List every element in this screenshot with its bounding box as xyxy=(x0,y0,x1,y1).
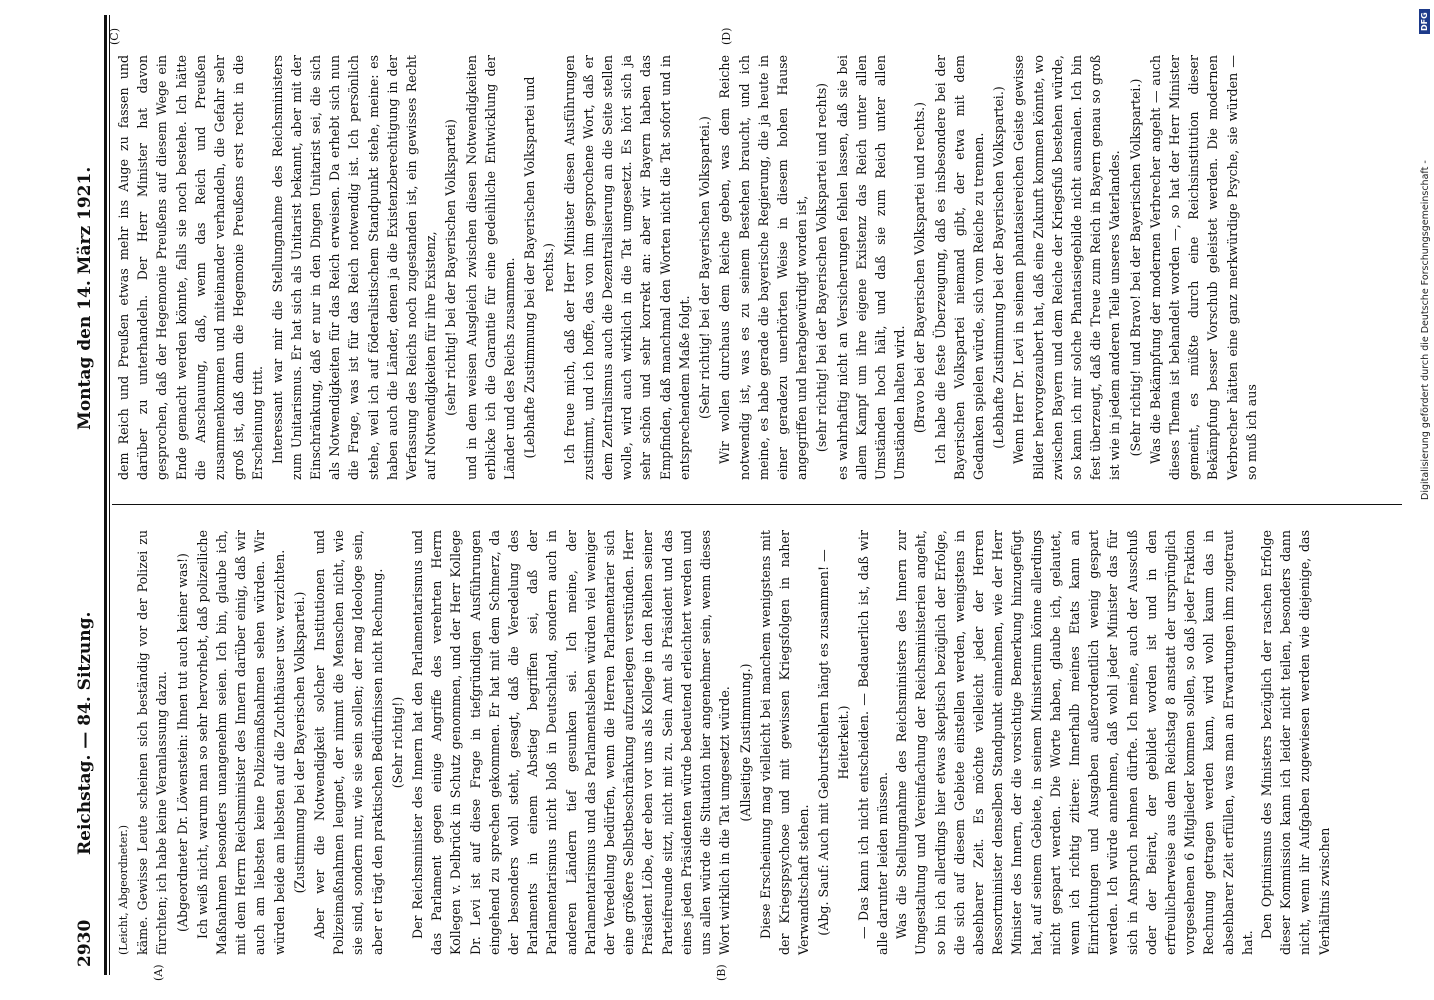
margin-mark-a: (A) xyxy=(152,964,165,981)
paragraph: Der Reichsminister des Innern hat den Parlamentarismus und das Parlament gegen einige Angriffe des verehrten Herrn Kollegen v. Delbrück in Schutz genommen, und der Herr Kollege Dr. Levi ist auf diese Frage in tiefgründigen Ausführungen eingehend zu sprechen gekommen. Er hat mit dem Schmerz, da der besonders wohl steht, gesagt, daß die Veredelung des Parlaments in einem Abstieg begriffen sei, daß der Parlamentarismus nicht bloß in Deutschland, sondern auch in anderen Ländern tief gesunken sei. Ich meine, der Parlamentarismus und das Parlamentsleben würden viel weniger der Veredelung bedürfen, wenn die Herren Parlamentarier sich eine größere Selbstbeschränkung aufzuerlegen verstünden. Herr Präsident Löbe, der eben vor uns als Kollege in den Reihen seiner Parteifreunde sitzt, nicht mit zu. Sein Amt als Präsident und das eines jeden Präsidenten würde bedeutend erleichtert werden und uns allen würde die Situation hier angenehmer sein, wenn dieses Wort wirklich in die Tat umgesetzt würde. xyxy=(410,530,733,955)
header-rule-thick xyxy=(104,15,107,975)
interjection: (sehr richtig! bei der Bayerischen Volkspartei) xyxy=(443,119,459,416)
paragraph: Interessant war mir die Stellungnahme des Reichsministers zum Unitarismus. Er hat sich als Unitarist bekannt, aber mit der Einschränkung, daß er nur in den Dingen Unitarist sei, die sich als Notwendigkeiten für das Reich erweisen. Da erhebt sich nun die Frage, was ist für das Reich notwendig ist. Ich persönlich stehe, weil ich auf föderalistischem Standpunkt stehe, meine: es haben auch die Länder, denen ja die Existenzberechtigung in der Verfassung des Reichs noch zugestanden ist, ein gewisses Recht auf Notwendigkeiten für ihre Existenz, xyxy=(269,55,439,480)
header-rule-thin xyxy=(109,15,110,975)
interjection: (Bravo bei der Bayerischen Volkspartei und rechts.) xyxy=(912,101,928,434)
left-running-title: Reichstag. — 84. Sitzung. xyxy=(75,611,95,855)
dfg-logo: DFG xyxy=(1419,9,1430,34)
speaker-line: (Leicht, Abgeordneter.) xyxy=(117,824,130,955)
paragraph: käme. Gewisse Leute scheinen sich beständig vor der Polizei zu fürchten; ich habe keine Veranlassung dazu. xyxy=(135,530,170,955)
margin-mark-c: (C) xyxy=(108,28,121,45)
paragraph: Was die Stellungnahme des Reichsministers des Innern zur Umgestaltung und Vereinfachung der Reichsministerien angeht, so bin ich allerdings hier etwas skeptisch bezüglich der Erfolge, die sich auf diesem Gebiete einstellen werden, wenigstens in absehbarer Zeit. Es möchte vielleicht jeder der Herren Ressortminister denselben Standpunkt einnehmen, wie der Herr Minister des Innern, der die vorsichtige Bemerkung hinzugefügt hat, auf seinem Gebiete, in seinem Ministerium könne allerdings nicht gespart werden. Die Worte haben, glaube ich, gelautet, wenn ich richtig zitiere: Innerhalb meines Etats kann an Einrichtungen und Ausgaben außerordentlich wenig gespart werden. Ich würde annehmen, daß wohl jeder Minister das für sich in Anspruch nehmen dürfte. Ich meine, auch der Ausschuß oder der Beirat, der gebildet worden ist und in den erfreulicherweise aus dem Reichstag 8 anstatt der ursprünglich vorgesehenen 6 Mitglieder kommen sollen, so daß jeder Fraktion Rechnung getragen werden kann, wird wohl kaum das in absehbarer Zeit erfüllen, was man an Erwartungen ihm zugetraut hat. xyxy=(894,530,1255,955)
paragraph: Wenn Herr Dr. Levi in seinem phantasiereichen Geiste gewisse Bilder hervorgezaubert hat, daß eine Zukunft kommen könnte, wo zwischen Bayern und dem Reiche der Kriegsfuß bestehen würde, so kann ich mir solche Phantasiegebilde nicht ausmalen. Ich bin fest überzeugt, daß die Treue zum Reich in Bayern genau so groß ist wie in jedem anderen Teile unseres Vaterlandes. xyxy=(1011,55,1123,480)
interjection: (sehr richtig! bei der Bayerischen Volkspartei und rechts) xyxy=(814,82,830,453)
left-column xyxy=(114,530,1334,955)
paragraph: Ich weiß nicht, warum man so sehr hervorhebt, daß polizeiliche Maßnahmen besonders unangenehm seien. Ich bin, glaube ich, mit dem Herrn Reichsminister des Innern darüber einig, daß wir auch am liebsten keine Polizeimaßnahmen sehen würden. Wir würden beide am liebsten auf die Zuchthäuser usw. verzichten. xyxy=(194,530,287,955)
interjection: (Abgeordneter Dr. Löwenstein: Ihnen tut auch keiner was!) xyxy=(174,553,190,932)
paragraph: es wahrhaftig nicht an Versicherungen fehlen lassen, daß sie bei allem Kampf um ihre eigene Existenz das Reich unter allen Umständen hoch hält, und daß sie zum Reich unter allen Umständen halten wird. xyxy=(834,55,908,480)
margin-mark-b: (B) xyxy=(715,964,728,981)
interjection: (Abg. Sauf: Auch mit Geburtsfehlern hängt es zusammen! — Heiterkeit.) xyxy=(816,549,851,936)
interjection: (Sehr richtig! bei der Bayerischen Volkspartei.) xyxy=(697,116,713,419)
interjection: (Lebhafte Zustimmung bei der Bayerischen Volkspartei.) xyxy=(991,86,1007,449)
paragraph: Was die Bekämpfung der modernen Verbrecher angeht — auch dieses Thema ist behandelt worden —, so hat der Herr Minister gemeint, es müßte durch eine Reichsinstitution dieser Bekämpfung besser Vorschub geleistet werden. Die modernen Verbrecher hätten eine ganz merkwürdige Psyche, sie würden — so muß ich aus xyxy=(1147,55,1259,480)
paragraph: Den Optimismus des Ministers bezüglich der raschen Erfolge dieser Kommission kann ich leider nicht teilen, besonders dann nicht, wenn ihr Aufgaben zugewiesen werden wie diejenige, das Verhältnis zwischen xyxy=(1258,530,1332,955)
right-running-title: Montag den 14. März 1921. xyxy=(75,166,95,430)
interjection: (Lebhafte Zustimmung bei der Bayerischen Volkspartei und rechts.) xyxy=(522,76,557,459)
paragraph: Aber wer die Notwendigkeit solcher Institutionen und Polizeimaßnahmen leugnet, der nimmt die Menschen nicht, wie sie sind, sondern nur, wie sie sein sollen; der mag Ideologe sein, aber er trägt den praktischen Bedürfnissen nicht Rechnung. xyxy=(312,530,385,955)
paragraph: Diese Erscheinung mag vielleicht bei manchem wenigstens mit der Kriegspsychose und mit gewissen Kriegsfolgen in naher Verwandtschaft stehen. xyxy=(757,530,812,955)
interjection: (Sehr richtig!) xyxy=(389,696,405,789)
column-divider xyxy=(112,504,1402,505)
interjection: (Allseitige Zustimmung.) xyxy=(737,663,753,822)
paragraph: — Das kann ich nicht entscheiden. — Bedauerlich ist, daß wir alle darunter leiden müssen. xyxy=(855,530,890,955)
paragraph: und in dem weisen Ausgleich zwischen diesen Notwendigkeiten erblicke ich die Garantie für eine gedeihliche Entwicklung der Länder und des Reichs zusammen. xyxy=(463,55,518,480)
paragraph: Ich freue mich, daß der Herr Minister diesen Ausführungen zustimmt, und ich hoffe, das von ihm gesprochene Wort, daß er dem Zentralismus auch die Dezentralisierung an die Seite stellen wolle, wird auch wirklich in die Tat umgesetzt. Es hört sich ja sehr schön und sehr korrekt an: aber wir Bayern haben das Empfinden, daß manchmal den Worten nicht die Tat sofort und in entsprechendem Maße folgt. xyxy=(561,55,692,480)
paragraph: Ich habe die feste Überzeugung, daß es insbesondere bei der Bayerischen Volkspartei niemand gibt, der etwa mit dem Gedanken spielen würde, sich vom Reiche zu trennen. xyxy=(932,55,986,480)
paragraph: Wir wollen durchaus dem Reiche geben, was dem Reiche notwendig ist, was es zu seinem Bestehen braucht, und ich meine, es habe gerade die bayerische Regierung, die ja heute in einer geradezu unerhörten Weise in diesem hohen Hause angegriffen und herabgewürdigt worden ist, xyxy=(717,55,810,480)
rotated-document-page xyxy=(20,15,1420,981)
digitization-stamp: Digitalisierung gefördert durch die Deutsche Forschungsgemeinschaft - xyxy=(1420,160,1431,500)
interjection: (Zustimmung bei der Bayerischen Volkspartei.) xyxy=(291,591,307,894)
margin-mark-d: (D) xyxy=(720,27,733,45)
interjection: (Sehr richtig! und Bravo! bei der Bayerischen Volkspartei.) xyxy=(1127,78,1143,457)
page-number: 2930 xyxy=(75,919,95,967)
page-header xyxy=(75,15,101,975)
paragraph: dem Reich und Preußen etwas mehr ins Auge zu fassen und darüber zu unterhandeln. Der Herr Minister hat davon gesprochen, daß der Hegemonie Preußens auf diesem Wege ein Ende gemacht werden könnte, falls sie noch bestehe. Ich hätte die Anschauung, daß, wenn das Reich und Preußen zusammenkommen und miteinander verhandeln, die Gefahr sehr groß ist, daß dann die Hegemonie Preußens erst recht in die Erscheinung tritt. xyxy=(116,55,266,480)
right-column xyxy=(114,55,1261,480)
